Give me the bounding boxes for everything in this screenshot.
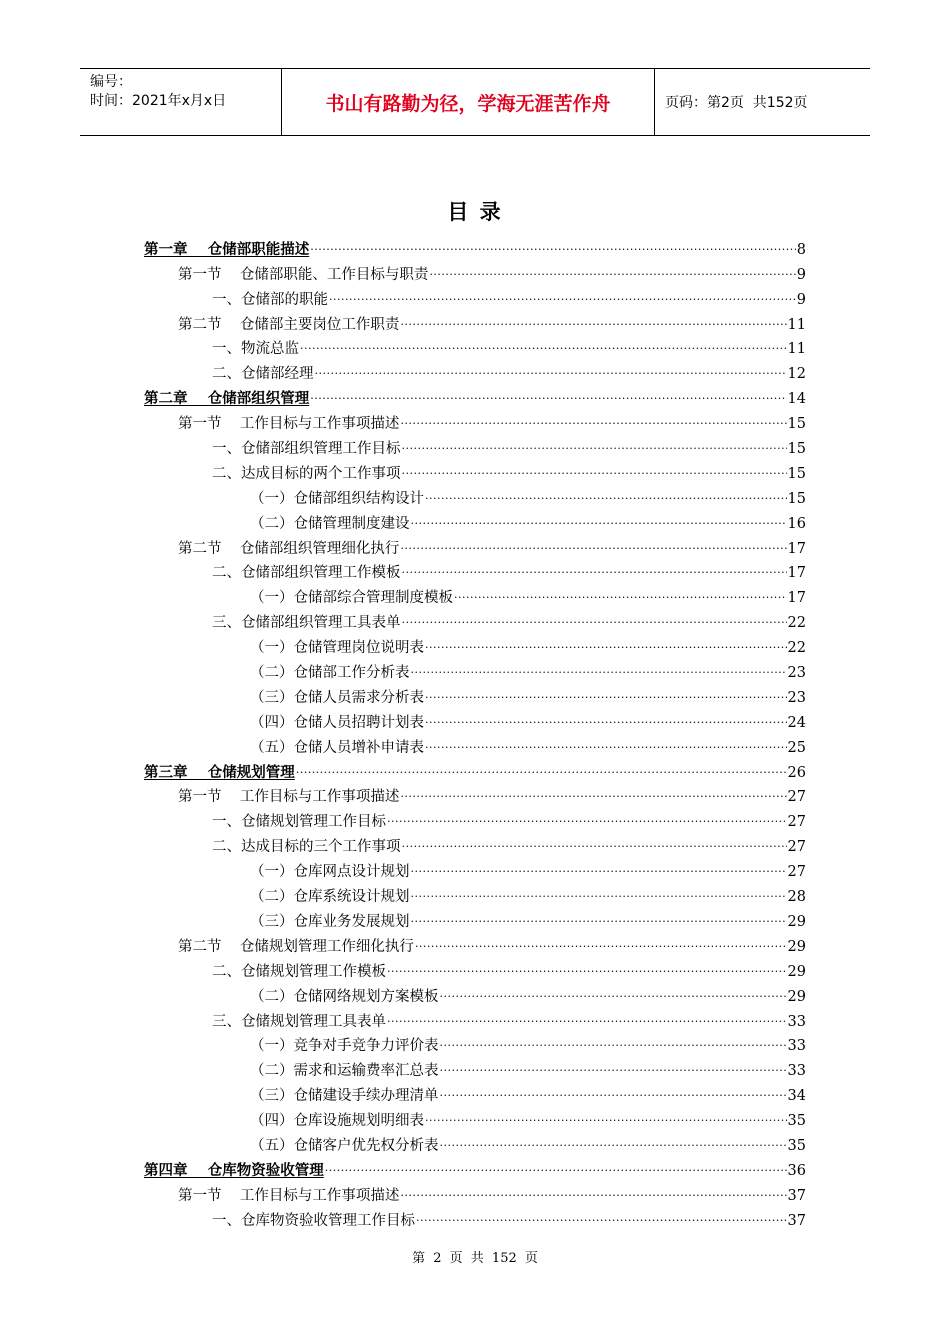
toc-entry-page: 27 — [787, 864, 806, 881]
toc-leader-dots — [411, 661, 787, 679]
toc-entry-page: 23 — [787, 665, 806, 682]
toc-leader-dots — [400, 785, 786, 803]
toc-entry-title: 第二节 仓储部组织管理细化执行 — [178, 540, 400, 557]
toc-entry-page: 29 — [787, 913, 806, 930]
toc-leader-dots — [454, 586, 787, 604]
table-of-contents — [144, 234, 806, 1230]
toc-entry-title: （四）仓储人员招聘计划表 — [250, 714, 424, 731]
toc-leader-dots — [310, 238, 796, 256]
toc-entry-title: 三、仓储规划管理工具表单 — [212, 1013, 386, 1030]
toc-entry[interactable] — [144, 981, 806, 1006]
toc-entry[interactable] — [144, 1155, 806, 1180]
toc-entry-page: 26 — [787, 764, 806, 781]
toc-entry-title: （一）竞争对手竞争力评价表 — [250, 1038, 439, 1055]
toc-leader-dots — [296, 761, 787, 779]
toc-entry-title: （一）仓储管理岗位说明表 — [250, 640, 424, 657]
toc-entry-page: 29 — [787, 938, 806, 955]
toc-entry-page: 25 — [787, 739, 806, 756]
toc-entry[interactable] — [144, 383, 806, 408]
toc-entry-page: 27 — [787, 814, 806, 831]
toc-leader-dots — [402, 611, 787, 629]
toc-entry-title: （四）仓库设施规划明细表 — [250, 1113, 424, 1130]
toc-entry-page: 16 — [787, 515, 806, 532]
toc-leader-dots — [425, 686, 787, 704]
toc-leader-dots — [425, 636, 787, 654]
toc-entry-page: 22 — [787, 615, 806, 632]
toc-leader-dots — [329, 288, 796, 306]
toc-entry-page: 17 — [787, 590, 806, 607]
toc-entry-title: （三）仓储建设手续办理清单 — [250, 1088, 439, 1105]
toc-leader-dots — [300, 337, 787, 355]
toc-entry-page: 22 — [787, 640, 806, 657]
toc-entry-page: 33 — [787, 1063, 806, 1080]
toc-entry[interactable] — [144, 632, 806, 657]
header-table — [80, 68, 870, 136]
toc-entry-title: 第一节 工作目标与工作事项描述 — [178, 789, 400, 806]
toc-leader-dots — [440, 1034, 787, 1052]
toc-leader-dots — [425, 736, 787, 754]
toc-leader-dots — [440, 985, 787, 1003]
toc-entry-page: 9 — [796, 291, 806, 308]
toc-entry[interactable] — [144, 508, 806, 533]
toc-entry-title: 第四章 仓库物资验收管理 — [144, 1162, 324, 1179]
toc-entry-page: 15 — [787, 490, 806, 507]
toc-entry-title: 二、达成目标的两个工作事项 — [212, 465, 401, 482]
toc-leader-dots — [402, 437, 787, 455]
toc-entry-title: 第二章 仓储部组织管理 — [144, 391, 310, 408]
toc-entry[interactable] — [144, 558, 806, 583]
toc-entry[interactable] — [144, 1080, 806, 1105]
footer-text: 第 2 页 共 152 页 — [412, 1251, 538, 1266]
toc-entry-title: 二、仓储部经理 — [212, 366, 314, 383]
toc-entry[interactable] — [144, 1205, 806, 1230]
toc-entry-title: （五）仓储客户优先权分析表 — [250, 1137, 439, 1154]
toc-leader-dots — [440, 1134, 787, 1152]
header-page-info — [655, 69, 870, 135]
toc-entry-page: 28 — [787, 889, 806, 906]
toc-entry-page: 9 — [796, 266, 806, 283]
toc-leader-dots — [400, 1184, 786, 1202]
toc-leader-dots — [411, 885, 787, 903]
toc-entry[interactable] — [144, 831, 806, 856]
toc-entry[interactable] — [144, 806, 806, 831]
toc-entry-title: （二）仓库系统设计规划 — [250, 889, 410, 906]
toc-entry[interactable] — [144, 906, 806, 931]
toc-entry-page: 27 — [787, 839, 806, 856]
toc-entry-page: 37 — [787, 1187, 806, 1204]
toc-entry[interactable] — [144, 309, 806, 334]
toc-entry-page: 15 — [787, 441, 806, 458]
toc-entry[interactable] — [144, 582, 806, 607]
toc-entry-title: 一、仓库物资验收管理工作目标 — [212, 1212, 415, 1229]
toc-entry[interactable] — [144, 707, 806, 732]
toc-entry-page: 34 — [787, 1088, 806, 1105]
toc-entry-title: （一）仓储部综合管理制度模板 — [250, 590, 453, 607]
toc-entry[interactable] — [144, 259, 806, 284]
toc-leader-dots — [429, 263, 795, 281]
toc-entry[interactable] — [144, 657, 806, 682]
toc-entry[interactable] — [144, 533, 806, 558]
toc-entry-title: （五）仓储人员增补申请表 — [250, 739, 424, 756]
toc-entry[interactable] — [144, 782, 806, 807]
toc-entry-title: 第二节 仓储规划管理工作细化执行 — [178, 938, 414, 955]
toc-entry-page: 37 — [787, 1212, 806, 1229]
toc-entry[interactable] — [144, 856, 806, 881]
toc-entry[interactable] — [144, 1130, 806, 1155]
toc-entry[interactable] — [144, 1180, 806, 1205]
toc-leader-dots — [402, 835, 787, 853]
toc-entry[interactable] — [144, 1031, 806, 1056]
toc-entry-title: 一、仓储部组织管理工作目标 — [212, 441, 401, 458]
toc-entry[interactable] — [144, 1055, 806, 1080]
number-label: 编号： — [90, 74, 132, 90]
page-footer — [0, 1247, 950, 1266]
toc-leader-dots — [425, 711, 787, 729]
page-info-text: 页码：第2页 共152页 — [665, 95, 808, 111]
toc-entry-page: 33 — [787, 1013, 806, 1030]
toc-entry-page: 29 — [787, 988, 806, 1005]
toc-entry[interactable] — [144, 757, 806, 782]
toc-entry[interactable] — [144, 732, 806, 757]
toc-entry-title: 二、仓储规划管理工作模板 — [212, 963, 386, 980]
toc-entry-title: 一、仓储规划管理工作目标 — [212, 814, 386, 831]
toc-entry-title: 第二节 仓储部主要岗位工作职责 — [178, 316, 400, 333]
toc-entry-title: （三）仓储人员需求分析表 — [250, 689, 424, 706]
toc-entry-title: （一）仓储部组织结构设计 — [250, 490, 424, 507]
toc-entry-page: 12 — [787, 366, 806, 383]
toc-leader-dots — [387, 960, 787, 978]
header-motto: 书山有路勤为径，学海无涯苦作舟 — [282, 69, 655, 135]
toc-entry-page: 33 — [787, 1038, 806, 1055]
toc-leader-dots — [416, 1209, 787, 1227]
toc-entry[interactable] — [144, 433, 806, 458]
toc-entry-page: 17 — [787, 565, 806, 582]
time-label: 时间：2021年x月x日 — [90, 93, 227, 109]
toc-entry-title: 第一节 工作目标与工作事项描述 — [178, 416, 400, 433]
toc-entry-page: 29 — [787, 963, 806, 980]
toc-leader-dots — [400, 313, 786, 331]
toc-entry[interactable] — [144, 931, 806, 956]
toc-entry[interactable] — [144, 458, 806, 483]
toc-leader-dots — [402, 561, 787, 579]
toc-entry[interactable] — [144, 284, 806, 309]
toc-entry-title: 二、达成目标的三个工作事项 — [212, 839, 401, 856]
toc-leader-dots — [387, 1010, 787, 1028]
toc-entry-title: 第一节 工作目标与工作事项描述 — [178, 1187, 400, 1204]
toc-leader-dots — [400, 537, 786, 555]
toc-entry-page: 24 — [787, 714, 806, 731]
toc-entry[interactable] — [144, 956, 806, 981]
toc-leader-dots — [411, 512, 787, 530]
toc-leader-dots — [315, 362, 787, 380]
toc-entry[interactable] — [144, 408, 806, 433]
toc-entry-title: 二、仓储部组织管理工作模板 — [212, 565, 401, 582]
toc-leader-dots — [425, 487, 787, 505]
toc-entry-title: （二）需求和运输费率汇总表 — [250, 1063, 439, 1080]
toc-leader-dots — [415, 935, 787, 953]
toc-entry-title: （二）仓储管理制度建设 — [250, 515, 410, 532]
toc-entry-page: 27 — [787, 789, 806, 806]
toc-entry-title: 一、仓储部的职能 — [212, 291, 328, 308]
toc-leader-dots — [402, 462, 787, 480]
toc-entry-title: 第三章 仓储规划管理 — [144, 764, 295, 781]
toc-entry-title: 第一节 仓储部职能、工作目标与职责 — [178, 266, 429, 283]
toc-leader-dots — [400, 412, 786, 430]
toc-leader-dots — [325, 1159, 787, 1177]
toc-entry-title: 第一章 仓储部职能描述 — [144, 241, 310, 258]
toc-entry-page: 15 — [787, 416, 806, 433]
toc-leader-dots — [425, 1109, 787, 1127]
header-meta — [80, 69, 282, 135]
toc-entry[interactable] — [144, 1006, 806, 1031]
toc-entry[interactable] — [144, 881, 806, 906]
toc-entry-page: 15 — [787, 465, 806, 482]
toc-entry[interactable] — [144, 607, 806, 632]
toc-entry-page: 8 — [796, 241, 806, 258]
toc-entry[interactable] — [144, 1105, 806, 1130]
toc-leader-dots — [440, 1059, 787, 1077]
toc-leader-dots — [440, 1084, 787, 1102]
toc-entry[interactable] — [144, 358, 806, 383]
toc-entry-title: （二）仓储网络规划方案模板 — [250, 988, 439, 1005]
toc-entry[interactable] — [144, 234, 806, 259]
toc-entry-title: （二）仓储部工作分析表 — [250, 665, 410, 682]
toc-entry-title: （三）仓库业务发展规划 — [250, 913, 410, 930]
toc-entry-page: 11 — [787, 341, 806, 358]
toc-leader-dots — [387, 810, 787, 828]
toc-entry[interactable] — [144, 483, 806, 508]
toc-entry-title: 一、物流总监 — [212, 341, 299, 358]
toc-entry-page: 35 — [787, 1137, 806, 1154]
toc-entry-page: 36 — [787, 1162, 806, 1179]
toc-entry[interactable] — [144, 682, 806, 707]
toc-entry-title: （一）仓库网点设计规划 — [250, 864, 410, 881]
toc-title: 目 录 — [447, 200, 503, 224]
toc-leader-dots — [310, 387, 786, 405]
toc-entry-page: 17 — [787, 540, 806, 557]
toc-leader-dots — [411, 910, 787, 928]
toc-entry[interactable] — [144, 334, 806, 359]
toc-entry-page: 23 — [787, 689, 806, 706]
toc-leader-dots — [411, 860, 787, 878]
toc-entry-page: 14 — [787, 391, 806, 408]
toc-entry-page: 11 — [787, 316, 806, 333]
toc-entry-page: 35 — [787, 1113, 806, 1130]
toc-entry-title: 三、仓储部组织管理工具表单 — [212, 615, 401, 632]
